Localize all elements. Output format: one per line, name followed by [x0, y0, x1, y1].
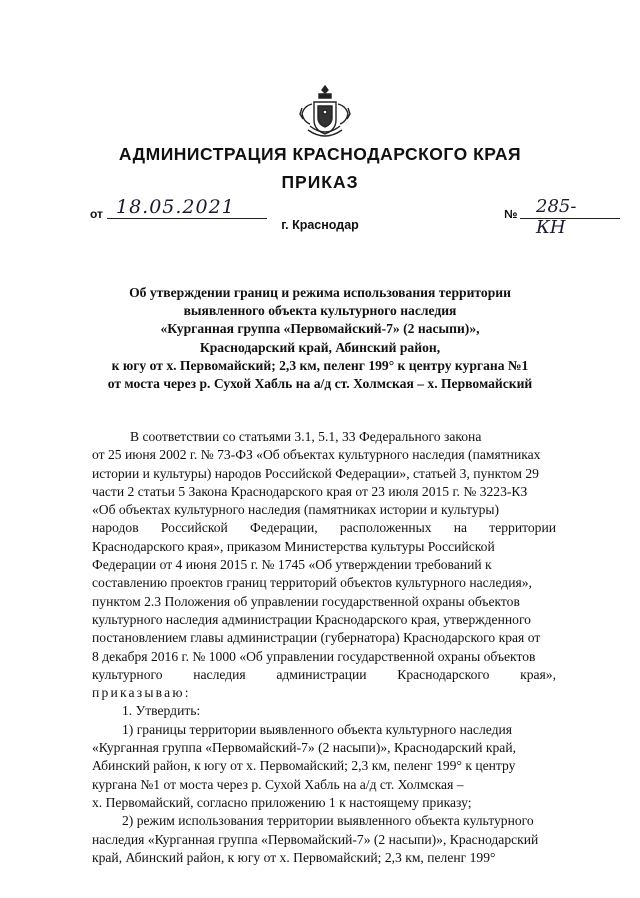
title-line: выявленного объекта культурного наследия — [183, 303, 457, 319]
body-word: территории — [489, 520, 556, 536]
title-line: от моста через р. Сухой Хабль на а/д ст. Холмская – х. Первомайский — [107, 376, 533, 392]
body-line: Федерации от 4 июня 2015 г. № 1745 «Об утверждении требований к — [92, 557, 492, 573]
handwritten-number: 285-КН — [536, 196, 577, 238]
body-line: край, Абинский район, к югу от х. Первомайский; 2,3 км, пеленг 199° — [92, 849, 496, 865]
body-word: наследия — [193, 666, 246, 682]
body-line: «Курганная группа «Первомайский-7» (2 насыпи)», Краснодарский край, — [92, 740, 517, 756]
body-word: культурного — [92, 666, 163, 682]
body-line: В соответствии со статьями 3.1, 5.1, 33 Федерального закона — [130, 429, 482, 444]
document-title — [80, 284, 560, 393]
body-word: на — [453, 520, 468, 536]
body-line: от 25 июня 2002 г. № 73-ФЗ «Об объектах культурного наследия (памятниках — [92, 447, 541, 463]
document-type: ПРИКАЗ — [281, 172, 359, 192]
body-line: наследия «Курганная группа «Первомайский-7» (2 насыпи)», Краснодарский — [92, 831, 539, 847]
document-body — [92, 428, 556, 867]
body-line: 1. Утвердить: — [122, 703, 201, 719]
body-word: края», — [520, 666, 556, 682]
body-word: администрации — [276, 666, 367, 682]
title-line: Краснодарский край, Абинский район, — [199, 339, 441, 355]
city-name: г. Краснодар — [281, 218, 359, 232]
number-prefix: № — [504, 207, 518, 221]
body-line-justified — [92, 519, 556, 537]
body-word: Краснодарского — [397, 666, 490, 682]
body-line: «Об объектах культурного наследия (памятниках истории и культуры) — [92, 502, 500, 518]
body-line: составлению проектов границ территорий объектов культурного наследия», — [92, 575, 532, 591]
body-word: расположенных — [339, 520, 432, 536]
body-line: постановлением главы администрации (губернатора) Краснодарского края от — [92, 630, 541, 646]
body-line: 8 декабря 2016 г. № 1000 «Об управлении государственной охраны объектов — [92, 648, 536, 664]
title-line: «Курганная группа «Первомайский-7» (2 насыпи)», — [160, 321, 480, 337]
body-word: Федерации, — [250, 520, 318, 536]
body-line: культурного наследия администрации Краснодарского края, утвержденного — [92, 611, 531, 627]
body-line: х. Первомайский, согласно приложению 1 к настоящему приказу; — [92, 794, 472, 810]
body-word: Российской — [160, 520, 228, 536]
body-line: кургана №1 от моста через р. Сухой Хабль на а/д ст. Холмская – — [92, 776, 464, 792]
body-line-justified — [92, 666, 556, 684]
title-line: Об утверждении границ и режима использования территории — [129, 285, 511, 300]
body-line: истории и культуры) народов Российской Федерации», статьей 3, пунктом 29 — [92, 465, 539, 481]
body-line: пунктом 2.3 Положения об управлении государственной охраны объектов — [92, 593, 520, 609]
coat-of-arms-emblem — [298, 80, 352, 140]
body-line: 2) режим использования территории выявленного объекта культурного — [122, 813, 534, 829]
handwritten-date: 18.05.2021 — [116, 196, 235, 218]
title-line: к югу от х. Первомайский; 2,3 км, пеленг 199° к центру кургана №1 — [111, 357, 529, 373]
body-line: 1) границы территории выявленного объекта культурного наследия — [122, 721, 513, 737]
body-line-order-word: приказываю: — [92, 685, 191, 701]
organization-name: АДМИНИСТРАЦИЯ КРАСНОДАРСКОГО КРАЯ — [118, 144, 522, 164]
body-line: Краснодарского края», приказом Министерства культуры Российской — [92, 538, 495, 554]
date-prefix: от — [90, 207, 103, 221]
body-line: Абинский район, к югу от х. Первомайский; 2,3 км, пеленг 199° к центру — [92, 758, 516, 774]
body-line: части 2 статьи 5 Закона Краснодарского края от 23 июля 2015 г. № 3223-КЗ — [92, 483, 528, 499]
body-word: народов — [92, 520, 139, 536]
